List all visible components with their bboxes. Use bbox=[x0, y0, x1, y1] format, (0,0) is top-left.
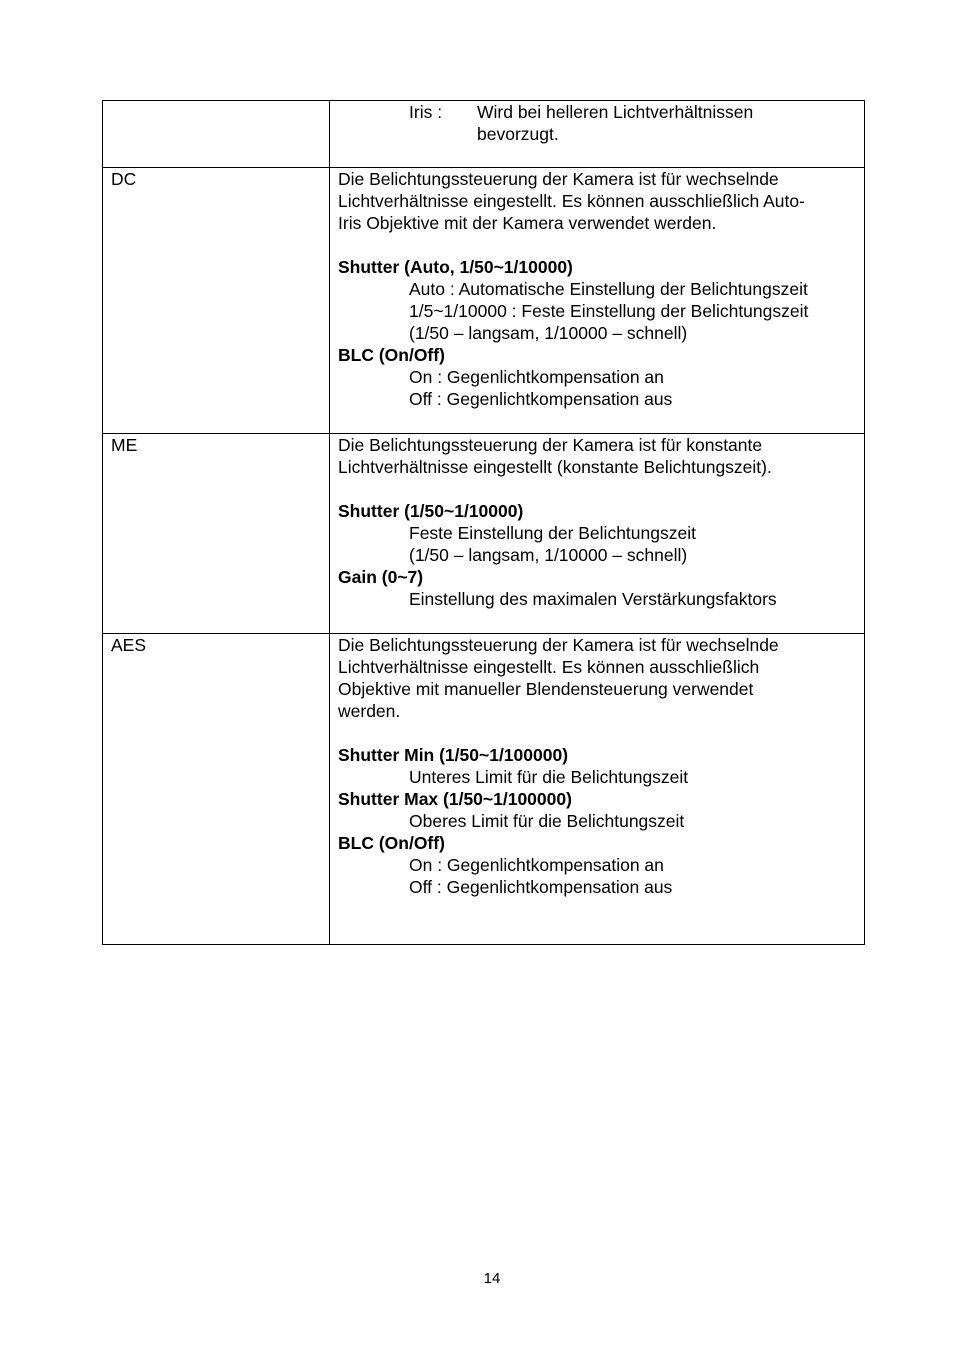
mode-label-dc: DC bbox=[111, 169, 137, 189]
me-shutter-line-2: (1/50 – langsam, 1/10000 – schnell) bbox=[409, 545, 688, 565]
me-shutter-heading: Shutter (1/50~1/10000) bbox=[338, 501, 524, 521]
settings-table bbox=[102, 100, 865, 945]
mode-cell-aes bbox=[103, 634, 330, 945]
dc-blc-line-2: Off : Gegenlichtkompensation aus bbox=[409, 389, 673, 409]
iris-label: Iris : bbox=[409, 102, 443, 122]
dc-shutter-line-2: 1/5~1/10000 : Feste Einstellung der Belichtungszeit bbox=[409, 301, 809, 321]
mode-label-aes: AES bbox=[111, 635, 147, 655]
aes-intro-line-4: werden. bbox=[338, 701, 401, 721]
aes-blc-line-2: Off : Gegenlichtkompensation aus bbox=[409, 877, 673, 897]
aes-shutter-min-line: Unteres Limit für die Belichtungszeit bbox=[409, 767, 689, 787]
description-cell-aes bbox=[330, 634, 865, 945]
description-cell-me bbox=[330, 434, 865, 634]
dc-shutter-heading: Shutter (Auto, 1/50~1/10000) bbox=[338, 257, 573, 277]
dc-intro-line-1: Die Belichtungssteuerung der Kamera ist für wechselnde bbox=[338, 169, 779, 189]
mode-cell-dc bbox=[103, 168, 330, 434]
aes-shutter-max-line: Oberes Limit für die Belichtungszeit bbox=[409, 811, 685, 831]
dc-shutter-line-3: (1/50 – langsam, 1/10000 – schnell) bbox=[409, 323, 688, 343]
dc-shutter-line-1: Auto : Automatische Einstellung der Belichtungszeit bbox=[409, 279, 808, 299]
iris-text-line-2: bevorzugt. bbox=[477, 124, 559, 144]
dc-intro-line-3: Iris Objektive mit der Kamera verwendet werden. bbox=[338, 213, 717, 233]
aes-shutter-max-heading: Shutter Max (1/50~1/100000) bbox=[338, 789, 572, 809]
aes-blc-line-1: On : Gegenlichtkompensation an bbox=[409, 855, 664, 875]
dc-blc-line-1: On : Gegenlichtkompensation an bbox=[409, 367, 664, 387]
description-cell-iris bbox=[330, 101, 865, 168]
me-intro-line-2: Lichtverhältnisse eingestellt (konstante Belichtungszeit). bbox=[338, 457, 772, 477]
me-shutter-line-1: Feste Einstellung der Belichtungszeit bbox=[409, 523, 696, 543]
table-row-me bbox=[103, 434, 865, 634]
description-cell-dc bbox=[330, 168, 865, 434]
me-gain-line-1: Einstellung des maximalen Verstärkungsfaktors bbox=[409, 589, 777, 609]
table-row-dc bbox=[103, 168, 865, 434]
table-row-iris bbox=[103, 101, 865, 168]
table-row-aes bbox=[103, 634, 865, 945]
mode-cell-empty bbox=[103, 101, 330, 168]
aes-intro-line-1: Die Belichtungssteuerung der Kamera ist für wechselnde bbox=[338, 635, 779, 655]
aes-shutter-min-heading: Shutter Min (1/50~1/100000) bbox=[338, 745, 569, 765]
dc-intro-line-2: Lichtverhältnisse eingestellt. Es können ausschließlich Auto- bbox=[338, 191, 805, 211]
page-number: 14 bbox=[483, 1270, 501, 1287]
me-gain-heading: Gain (0~7) bbox=[338, 567, 424, 587]
aes-intro-line-3: Objektive mit manueller Blendensteuerung verwendet bbox=[338, 679, 754, 699]
aes-blc-heading: BLC (On/Off) bbox=[338, 833, 445, 853]
iris-text-line-1: Wird bei helleren Lichtverhältnissen bbox=[477, 102, 754, 122]
dc-blc-heading: BLC (On/Off) bbox=[338, 345, 445, 365]
aes-intro-line-2: Lichtverhältnisse eingestellt. Es können ausschließlich bbox=[338, 657, 760, 677]
mode-label-me: ME bbox=[111, 435, 138, 455]
mode-cell-me bbox=[103, 434, 330, 634]
me-intro-line-1: Die Belichtungssteuerung der Kamera ist für konstante bbox=[338, 435, 763, 455]
